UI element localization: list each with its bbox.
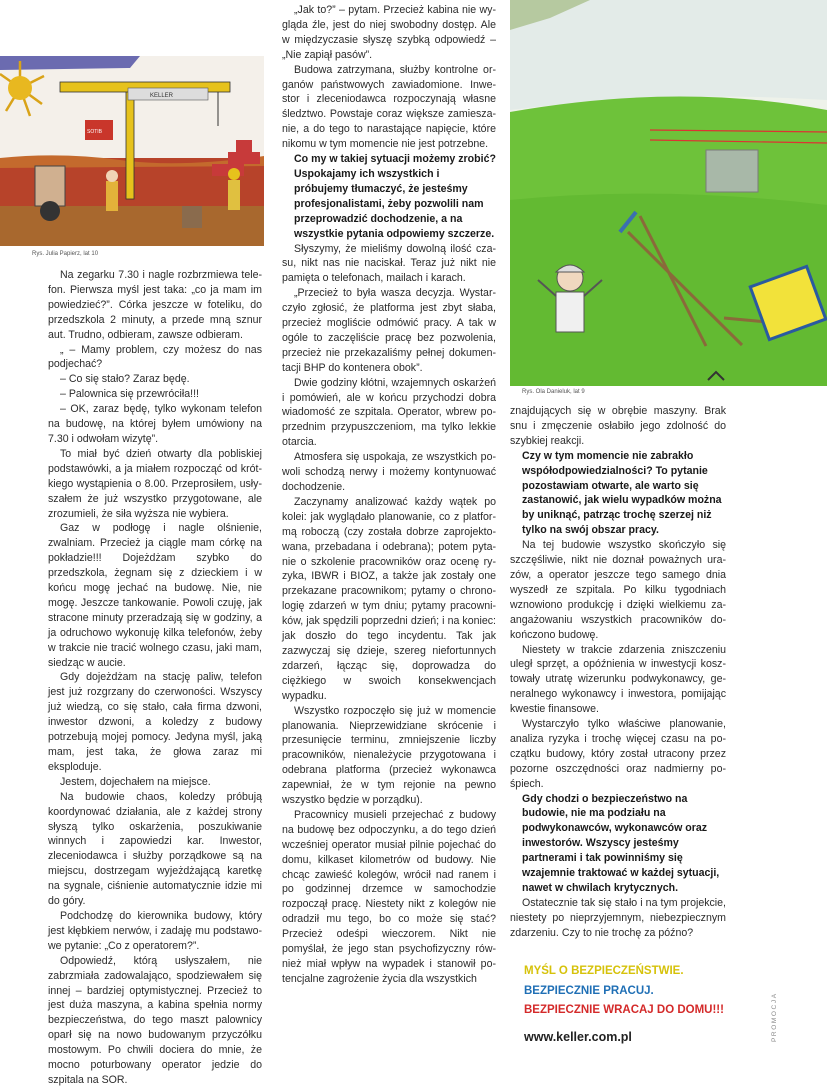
- drawing-badge-text: SOTIB: [87, 129, 103, 135]
- highlight-paragraph: Co my w takiej sytuacji możemy zrobić? Uspokajamy ich wszystkich i próbujemy tłumaczyć, że jesteśmy profesjonalistami, żeby pozwolili nam przeprowadzić dochodzenie, a na wszystkie pytania odpowiemy szczerze.: [294, 153, 496, 240]
- paragraph: Budowa zatrzymana, służby kontrolne organów państwowych zawiadomione. Inwestor i zleceniodawca rozpoczynają własne śledztwo. Powstaje coraz większe zamieszanie, a do tego to narastające napięcie, które nikomu w tym momencie nie jest potrzebne.: [282, 63, 496, 151]
- promo-line-return-home: BEZPIECZNIE WRACAJ DO DOMU!!!: [524, 1004, 724, 1016]
- paragraph: Ostatecznie tak się stało i na tym projekcie, niestety po nieprzyjemnym, niebezpiecznym zdarzeniu. Czy to nie trochę za późno?: [510, 896, 726, 939]
- paragraph: Gaz w podłogę i nagle olśnienie, zwalniam. Przecież ja ciągle mam córkę na pokładzie!!! Dojeżdżam szybko do przedszkola, żegnam się z dzieckiem i w końcu mogę jechać na budowę. Nie, nie mogę. Jeszcze tankowanie. Powoli czuję, jak stracone minuty przeradzają się w godziny, a ja odruchowo wykonuję kilka telefonów, żeby w trakcie nie tracić wolnego czasu, jaki mam, siedząc w aucie.: [48, 522, 262, 669]
- drawing-crane-site: [0, 56, 264, 246]
- paragraph: „ – Mamy problem, czy możesz do nas podjechać?: [48, 343, 262, 371]
- paragraph: Gdy dojeżdżam na stację paliw, telefon jest już rozgrzany do czerwoności. Wszyscy już wiedzą, co się stało, cała firma dzwoni, inwestor dzwoni, a koledzy z budowy potrzebują mojej pomocy. Jedyna myśl, jaką mam, jest taka, że głowa zaraz mi eksploduje.: [48, 671, 262, 773]
- paragraph: Wszystko rozpoczęło się już w momencie planowania. Nieprzewidziane skrócenie i przesunięcie terminu, zmniejszenie liczby pracowników, nienależycie przygotowana i odebrana platforma (przecież wykonawca zapewniał, że w tym rejonie na pewno wszystko będzie w porządku).: [282, 704, 496, 807]
- paragraph: Zaczynamy analizować każdy wątek po kolei: jak wyglądało planowanie, co z platformą roboczą (czy została dobrze zaprojektowana, przebadana i odebrana); potem pytanie o szkolenie pracowników oraz ocenę ryzyka, IBWR i BIOZ, a także jak zostały one przekazane pracownikom; pytamy o chronologię zdarzeń w tym dniu; pytamy pracowników, jak spędzili poprzedni dzień; i na koniec: jak doszło do tego incydentu. Tak jak zazwyczaj się dzieje, szereg niefortunnych zdarzeń, łącząc się, doprowadza do ciężkiego w swoich konsekwencjach wypadku.: [282, 495, 496, 702]
- promo-block: [524, 962, 724, 1047]
- paragraph: Atmosfera się uspokaja, ze wszystkich powoli schodzą nerwy i możemy kontynuować dochodzenie.: [282, 451, 496, 493]
- paragraph: Jestem, dojechałem na miejsce.: [60, 775, 211, 788]
- paragraph: Odpowiedź, którą usłyszałem, nie zabrzmiała zadowalająco, spodziewałem się innej – bardziej optymistycznej. Przecież to jest duża maszyna, a kabina spełnia normy bezpieczeństwa, do tego maszt palownicy oparł się na nowo budowanym przyczółku mostowym. Po chwili dociera do mnie, że mocno poturbowany operator jedzie do szpitala na SOR.: [48, 954, 262, 1086]
- paragraph: „Przecież to była wasza decyzja. Wystarczyło zgłosić, że platforma jest zbyt słaba, przecież mogliście odmówić pracy. A tak w ogóle to zaczęliście pracę bez pozwolenia, przecież nie przekazaliśmy pełnej dokumentacji BHP do kontenera obok”.: [282, 287, 496, 374]
- promotion-side-label: PROMOCJA: [771, 992, 778, 1042]
- paragraph: Podchodzę do kierownika budowy, który jest kłębkiem nerwów, i zadaję mu podstawowe pytanie: „Co z operatorem?”.: [48, 909, 262, 952]
- paragraph: Niestety w trakcie zdarzenia zniszczeniu uległ sprzęt, a opóźnienia w inwestycji kosztowały utratę wizerunku podwykonawcy, generalnego wykonawcy i inwestora, pomijając kwestie finansowe.: [510, 643, 726, 716]
- paragraph: – OK, zaraz będę, tylko wykonam telefon na budowę, na której byłem umówiony na 7.30 i odwołam wizytę”.: [48, 403, 262, 445]
- highlight-paragraph: Gdy chodzi o bezpieczeństwo na budowie, nie ma podziału na podwykonawców, wykonawców oraz inwestorów. Wszyscy jesteśmy partnerami i tak powinniśmy się wzajemnie traktować w każdej sytuacji, nawet w chwilach krytycznych.: [522, 792, 720, 894]
- text-column-1: [48, 268, 262, 1088]
- text-column-2: [282, 3, 496, 987]
- paragraph: Na tej budowie wszystko skończyło się szczęśliwie, nikt nie doznał poważnych urazów, a operator jeszcze tego samego dnia wyszedł ze szpitala. Po kilku tygodniach wznowiono produkcję i dzięki wielkiemu zaangażowaniu wszystkich pracowników dokończono budowę.: [510, 539, 726, 641]
- paragraph: – Palownica się przewróciła!!!: [60, 388, 199, 401]
- highlight-paragraph: Czy w tym momencie nie zabrakło współodpowiedzialności? To pytanie pozostawiam otwarte, ale warto się zastanowić, jak wielu wypadków można by uniknąć, patrząc trochę szerzej niż tylko na swój obszar pracy.: [522, 449, 722, 537]
- paragraph: – Co się stało? Zaraz będę.: [60, 373, 190, 386]
- drawing-piling-rig: [510, 0, 827, 386]
- drawing-sign-text: KELLER: [150, 93, 174, 99]
- promo-line-think-safety: MYŚL O BEZPIECZEŃSTWIE.: [524, 965, 684, 977]
- paragraph: To miał być dzień otwarty dla pobliskiej podstawówki, a ja miałem rozpocząć od krótkiego wystąpienia o 8.00. Przeprosiłem, usłyszałem że już wszystko przygotowane, ale zrozumieli, że siła wyższa nie wybiera.: [48, 447, 262, 520]
- paragraph: Dwie godziny kłótni, wzajemnych oskarżeń i pomówień, ale w końcu przychodzi dobra wiadomość ze szpitala. Operator, wbrew poprzednim przypuszczeniom, ma tylko lekkie otarcia.: [282, 376, 496, 449]
- paragraph: Na budowie chaos, koledzy próbują koordynować działania, ale z każdej strony słyszą tylko oskarżenia, poszukiwanie winnych i zapowiedzi kar. Inwestor, zleceniodawca i służby porządkowe są na miejscu, dostrzegam wyjeżdżającą karetkę na sygnale, ciśnienie automatycznie idzie mi do góry.: [48, 790, 262, 908]
- paragraph: Wystarczyło tylko właściwe planowanie, analiza ryzyka i trochę więcej czasu na początku budowy, który został utracony przez pozorne oszczędności oraz nadmierny pośpiech.: [510, 718, 726, 790]
- paragraph: znajdujących się w obrębie maszyny. Brak snu i zmęczenie osłabiło jego zdolność do szybkiej reakcji.: [510, 405, 726, 447]
- paragraph: Pracownicy musieli przejechać z budowy na budowę bez odpoczynku, a do tego dzień wcześniej operator musiał pilnie pojechać do domu, kilkaset kilometrów od budowy. Nie chcąc zawieść kolegów, wrócił nad ranem i po godzinnej drzemce w samochodzie rozpoczął pracę. Niestety nikt z kolegów nie odradził mu tego, bo co może się stać? Przecież odeśpi wieczorem. Nikt nie pomyślał, że jego stan psychofizyczny również miał wpływ na wypadek i stanowił potencjalne zagrożenie życia dla wszystkich: [282, 808, 496, 985]
- promo-website-link[interactable]: www.keller.com.pl: [524, 1029, 632, 1044]
- promo-line-work-safely: BEZPIECZNIE PRACUJ.: [524, 984, 654, 997]
- paragraph: „Jak to?” – pytam. Przecież kabina nie wygląda źle, jest do niej swobodny dostęp. Ale w międzyczasie słyszę szybką odpowiedź – „Nie zapiął pasów”.: [282, 4, 496, 61]
- text-column-3: [510, 404, 726, 941]
- caption-right-drawing: Rys. Ola Danieluk, lat 9: [522, 389, 585, 395]
- caption-left-drawing: Rys. Julia Papierz, lat 10: [32, 251, 99, 257]
- paragraph: Na zegarku 7.30 i nagle rozbrzmiewa telefon. Pierwsza myśl jest taka: „co ja mam im powiedzieć?”. Córka jeszcze w foteliku, do przedszkola 2 minuty, a przede mną sznur aut. Trudno, odbieram, zawsze odbieram.: [48, 269, 262, 341]
- paragraph: Słyszymy, że mieliśmy dowolną ilość czasu, nikt nas nie naciskał. Teraz już nikt nie pamięta o telefonach, mailach i karach.: [282, 242, 496, 285]
